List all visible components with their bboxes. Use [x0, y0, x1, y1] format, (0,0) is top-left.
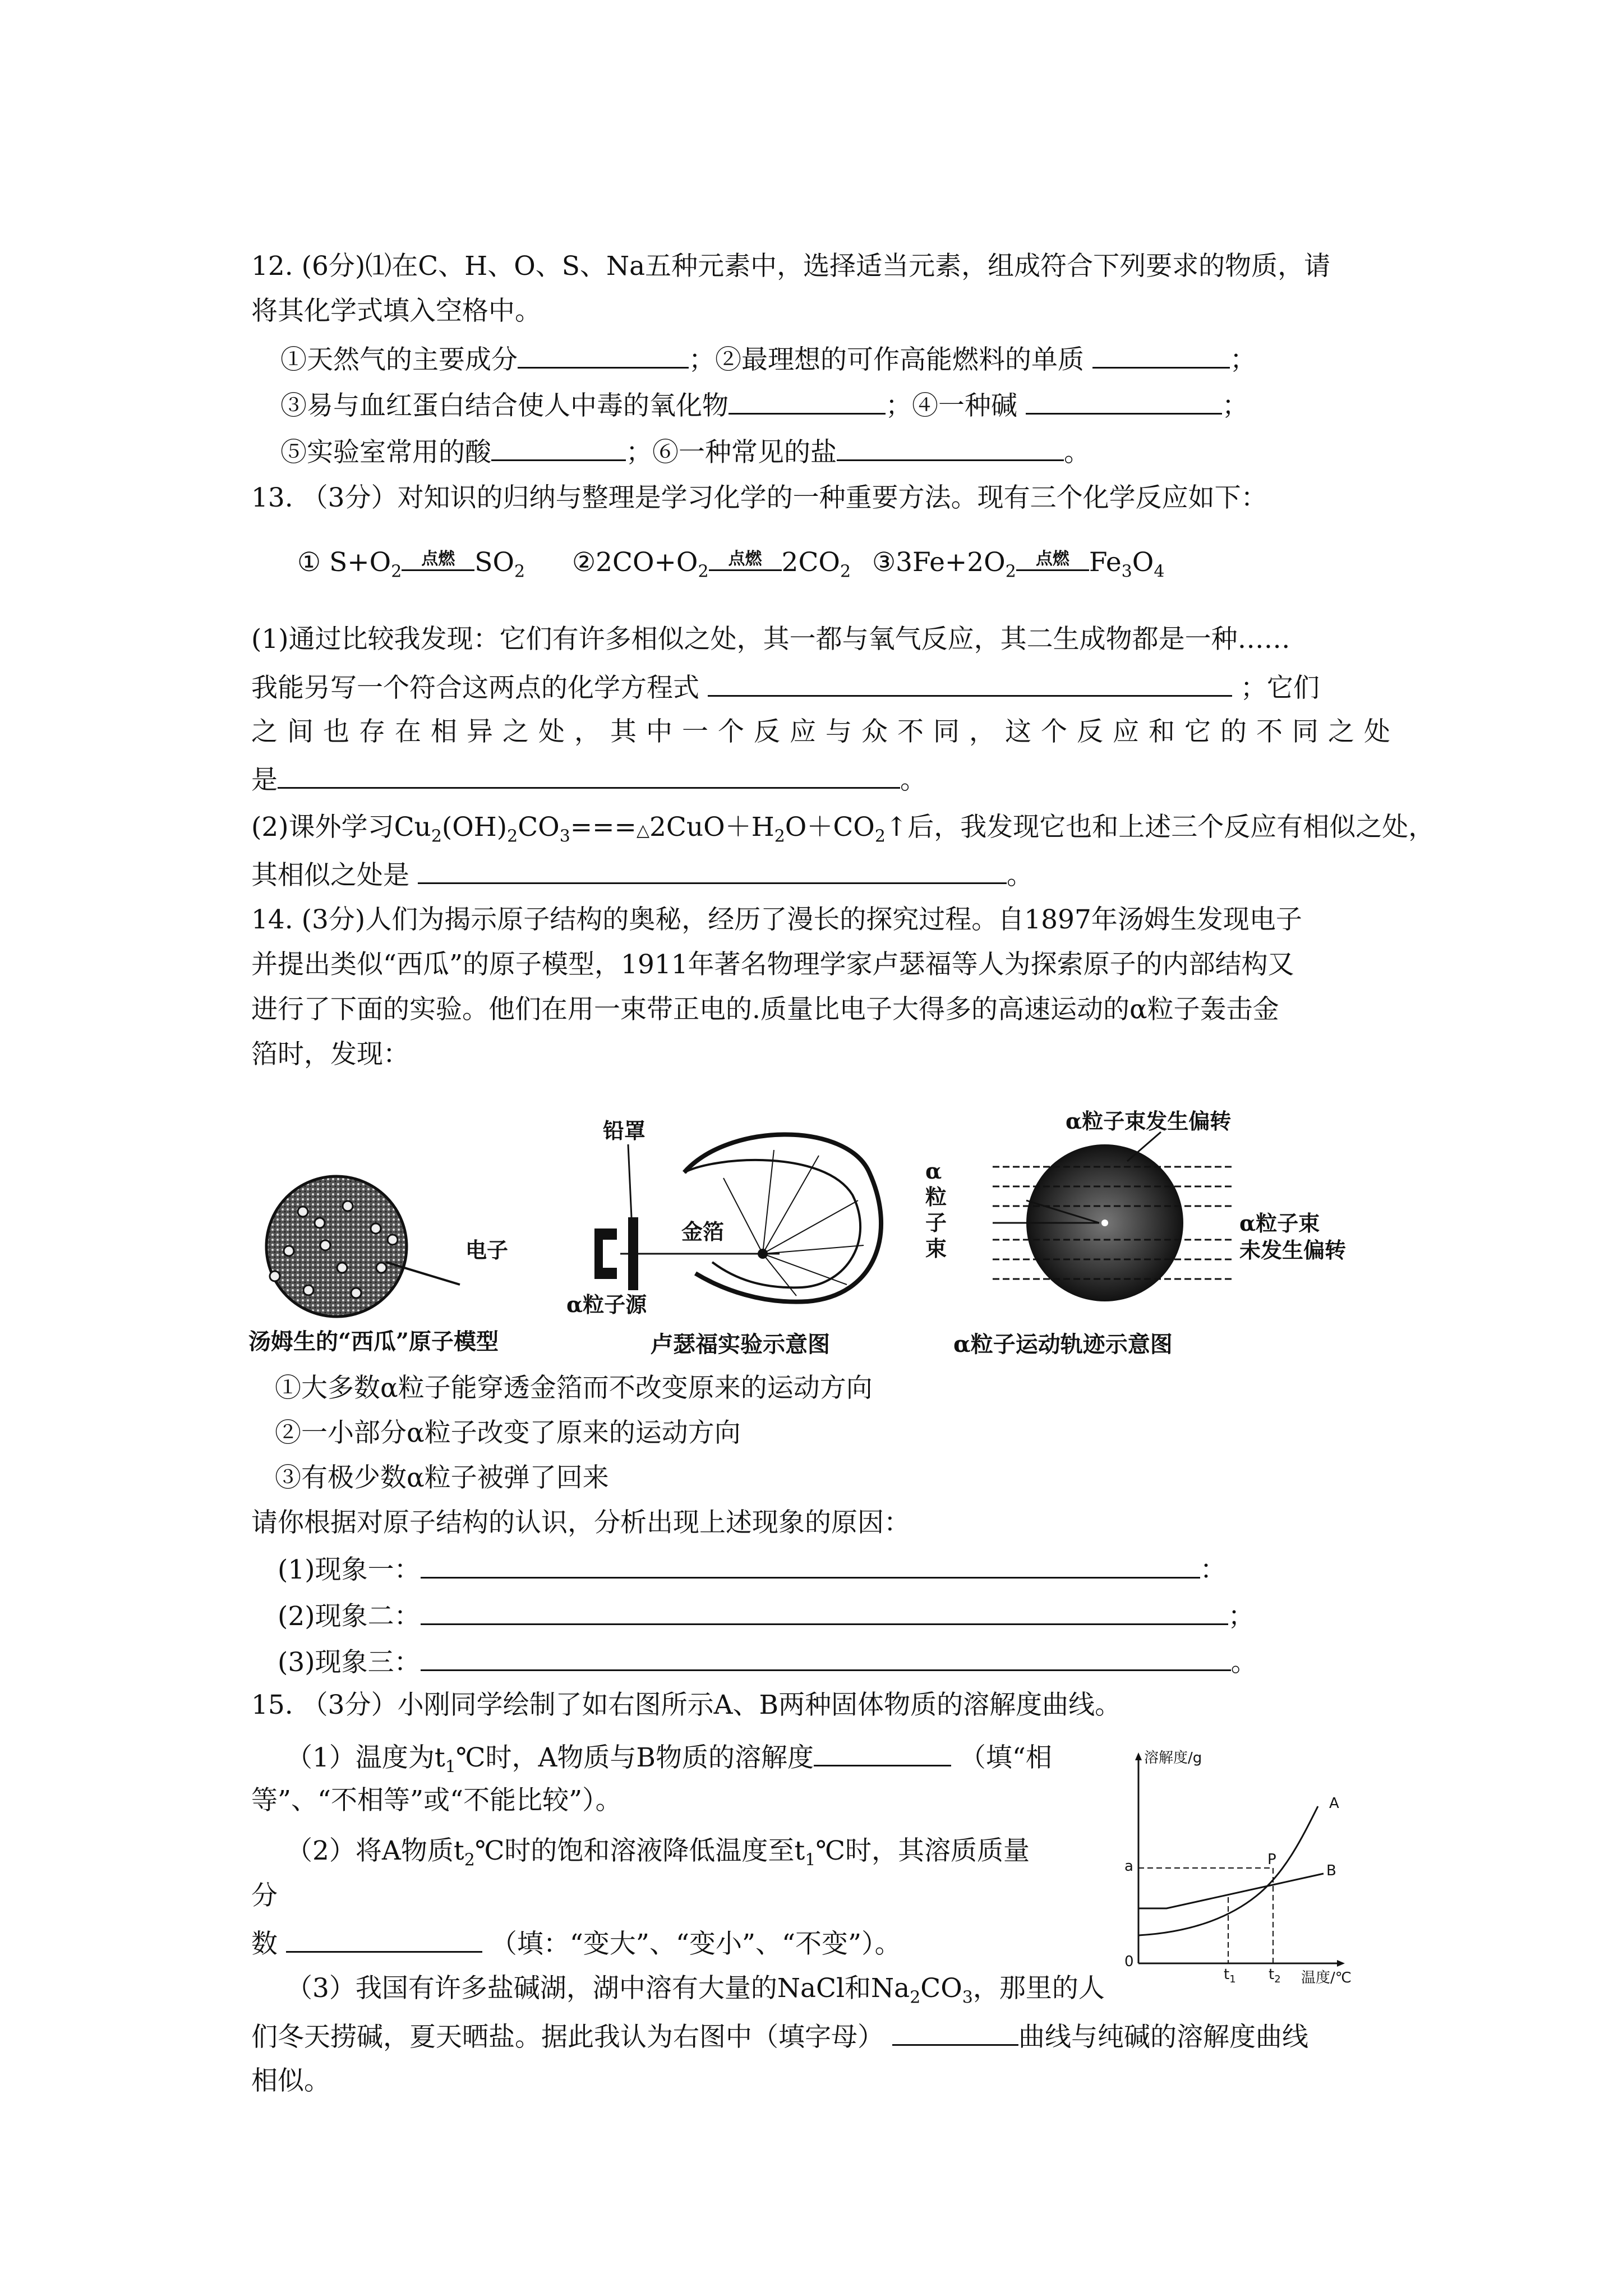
- q13-reaction1: ① $S+O_2$ 点燃 $SO_2$: [297, 547, 525, 582]
- solubility-graph: [1116, 1750, 1352, 1975]
- q14-answer2: (2)现象二： ；: [278, 1598, 1255, 1634]
- rutherford-caption: 卢瑟福实验示意图: [651, 1331, 830, 1358]
- q13-p1-line2: 我能另写一个符合这两点的化学方程式 ；它们: [251, 669, 1320, 705]
- q15-p2-line2: 分: [251, 1880, 278, 1911]
- q15-blank3[interactable]: [892, 2018, 1018, 2046]
- q14-line3: 进行了下面的实验。他们在用一束带正电的.质量比电子大得多的高速运动的α粒子轰击金: [251, 994, 1279, 1025]
- q12-blank5[interactable]: [491, 434, 626, 461]
- q13-p1-line4: 是 。: [251, 761, 926, 797]
- q14-line4: 箔时，发现：: [251, 1039, 409, 1070]
- alpha-trajectory-figure: [993, 1128, 1239, 1307]
- graph-origin: 0: [1124, 1953, 1134, 1970]
- alpha-source-label: α粒子源: [566, 1292, 647, 1317]
- trajectory-caption: α粒子运动轨迹示意图: [953, 1331, 1173, 1358]
- q12-end: 。: [1064, 437, 1090, 468]
- graph-label-a-value: a: [1124, 1858, 1133, 1875]
- q14-obs2: ②一小部分α粒子改变了原来的运动方向: [275, 1418, 741, 1448]
- q15-p1-line2: 等”、“不相等”或“不能比较”）。: [251, 1785, 622, 1816]
- q15-p3-line2: 们冬天捞碱，夏天晒盐。据此我认为右图中（填字母） 曲线与纯碱的溶解度曲线: [251, 2018, 1308, 2054]
- q13-blank1[interactable]: [708, 669, 1232, 697]
- q13-intro: 13. （3分）对知识的归纳与整理是学习化学的一种重要方法。现有三个化学反应如下：: [251, 482, 1267, 513]
- q12-semi: ；: [1229, 344, 1256, 375]
- q12-blank2[interactable]: [1092, 341, 1230, 369]
- q14-answer3: (3)现象三： 。: [278, 1644, 1257, 1680]
- q13-p1-line1: (1)通过比较我发现：它们有许多相似之处，其一都与氧气反应，其二生成物都是一种……: [251, 624, 1290, 655]
- graph-xlabel: 温度/℃: [1301, 1970, 1352, 1986]
- q12-semi: ；: [1221, 390, 1248, 421]
- q12-item4: ；④一种碱: [886, 390, 1017, 421]
- q13-p2-line1: (2)课外学习$Cu_2(OH)_2CO_3===\triangle 2CuO+H_2O+CO_2↑$后，我发现它也和上述三个反应有相似之处，: [251, 812, 1435, 846]
- graph-ylabel: 溶解度/g: [1144, 1750, 1202, 1766]
- graph-t2: $t_2$: [1269, 1966, 1281, 1986]
- q13-arrow2: 点燃: [709, 564, 782, 571]
- lead-shield-label: 铅罩: [603, 1118, 646, 1143]
- q15-p1-line1: （1）温度为$t_1℃$时，A物质与B物质的溶解度 （填“相: [286, 1739, 1052, 1784]
- q15-blank2[interactable]: [286, 1925, 482, 1953]
- q15-p2-line1: （2）将A物质$t_2℃$时的饱和溶液降低温度至$t_1℃$时，其溶质质量: [286, 1835, 1030, 1870]
- q15-p3-line3: 相似。: [251, 2065, 330, 2096]
- q12-blank6[interactable]: [837, 434, 1064, 461]
- q12-blank4[interactable]: [1026, 387, 1222, 415]
- q14-blank3[interactable]: [421, 1644, 1231, 1671]
- graph-label-b: B: [1326, 1862, 1336, 1879]
- thomson-caption: 汤姆生的“西瓜”原子模型: [248, 1328, 499, 1355]
- q13-arrow3: 点燃: [1016, 564, 1089, 571]
- q12-blank1[interactable]: [518, 341, 689, 369]
- q14-obs1: ①大多数α粒子能穿透金箔而不改变原来的运动方向: [275, 1373, 873, 1404]
- q13-p1-line3: 之间也存在相异之处，其中一个反应与众不同，这个反应和它的不同之处: [251, 716, 1400, 747]
- q15-p3-line1: （3）我国有许多盐碱湖，湖中溶有大量的NaCl和$Na_2CO_3$，那里的人: [286, 1973, 1105, 2008]
- graph-label-a: A: [1329, 1795, 1339, 1812]
- q14-blank1[interactable]: [421, 1551, 1200, 1579]
- curve-b: [1138, 1874, 1324, 1908]
- q13-reaction3: $③3Fe+2O_2$ 点燃 $Fe_3O_4$: [872, 547, 1165, 582]
- q12-row1: [280, 341, 1256, 377]
- q12-line1: 12. (6分)⑴在C、H、O、S、Na五种元素中，选择适当元素，组成符合下列要求的物质，请: [251, 251, 1331, 282]
- q15-intro: 15. （3分）小刚同学绘制了如右图所示A、B两种固体物质的溶解度曲线。: [251, 1690, 1122, 1720]
- q14-obs3: ③有极少数α粒子被弹了回来: [275, 1462, 609, 1493]
- graph-label-p: P: [1267, 1851, 1276, 1868]
- q12-item2: ；②最理想的可作高能燃料的单质: [689, 344, 1084, 375]
- q14-blank2[interactable]: [421, 1598, 1228, 1625]
- q13-blank3[interactable]: [418, 857, 1007, 884]
- q14-line1: 14. (3分)人们为揭示原子结构的奥秘，经历了漫长的探究过程。自1897年汤姆生发现电子: [251, 904, 1302, 935]
- undeflected-label1: α粒子束: [1239, 1211, 1320, 1236]
- q12-item5: ⑤实验室常用的酸: [280, 437, 491, 468]
- q12-item3: ③易与血红蛋白结合使人中毒的氧化物: [280, 390, 728, 421]
- deflected-label: α粒子束发生偏转: [1066, 1108, 1232, 1134]
- graph-t1: $t_1$: [1224, 1966, 1236, 1986]
- q13-p2-line2: 其相似之处是 。: [251, 857, 1033, 892]
- q14-answer1: (1)现象一： ：: [278, 1551, 1227, 1587]
- q12-row2: [280, 387, 1248, 423]
- q13-arrow1: 点燃: [402, 564, 474, 571]
- thomson-model-figure: [236, 1172, 471, 1324]
- undeflected-label2: 未发生偏转: [1239, 1237, 1347, 1263]
- q12-item6: ；⑥一种常见的盐: [626, 437, 837, 468]
- electron-label: 电子: [465, 1237, 509, 1263]
- q12-line2: 将其化学式填入空格中。: [251, 296, 541, 326]
- alpha-beam-label: α 粒 子 束: [925, 1158, 947, 1261]
- gold-foil-label: 金箔: [681, 1219, 725, 1244]
- q12-row3: [280, 434, 1090, 470]
- q15-p2-line3: 数 （填：“变大”、“变小”、“不变”）。: [251, 1925, 901, 1961]
- q12-item1: ①天然气的主要成分: [280, 344, 518, 375]
- q13-reaction2: $②2CO+O_2$ 点燃 $2CO_2$: [572, 547, 851, 582]
- q12-blank3[interactable]: [728, 387, 886, 415]
- q13-blank2[interactable]: [278, 761, 900, 789]
- q14-line2: 并提出类似“西瓜”的原子模型，1911年著名物理学家卢瑟福等人为探索原子的内部结构又: [251, 949, 1294, 980]
- q14-ask: 请你根据对原子结构的认识，分析出现上述现象的原因：: [251, 1507, 910, 1538]
- q15-blank1[interactable]: [814, 1739, 951, 1766]
